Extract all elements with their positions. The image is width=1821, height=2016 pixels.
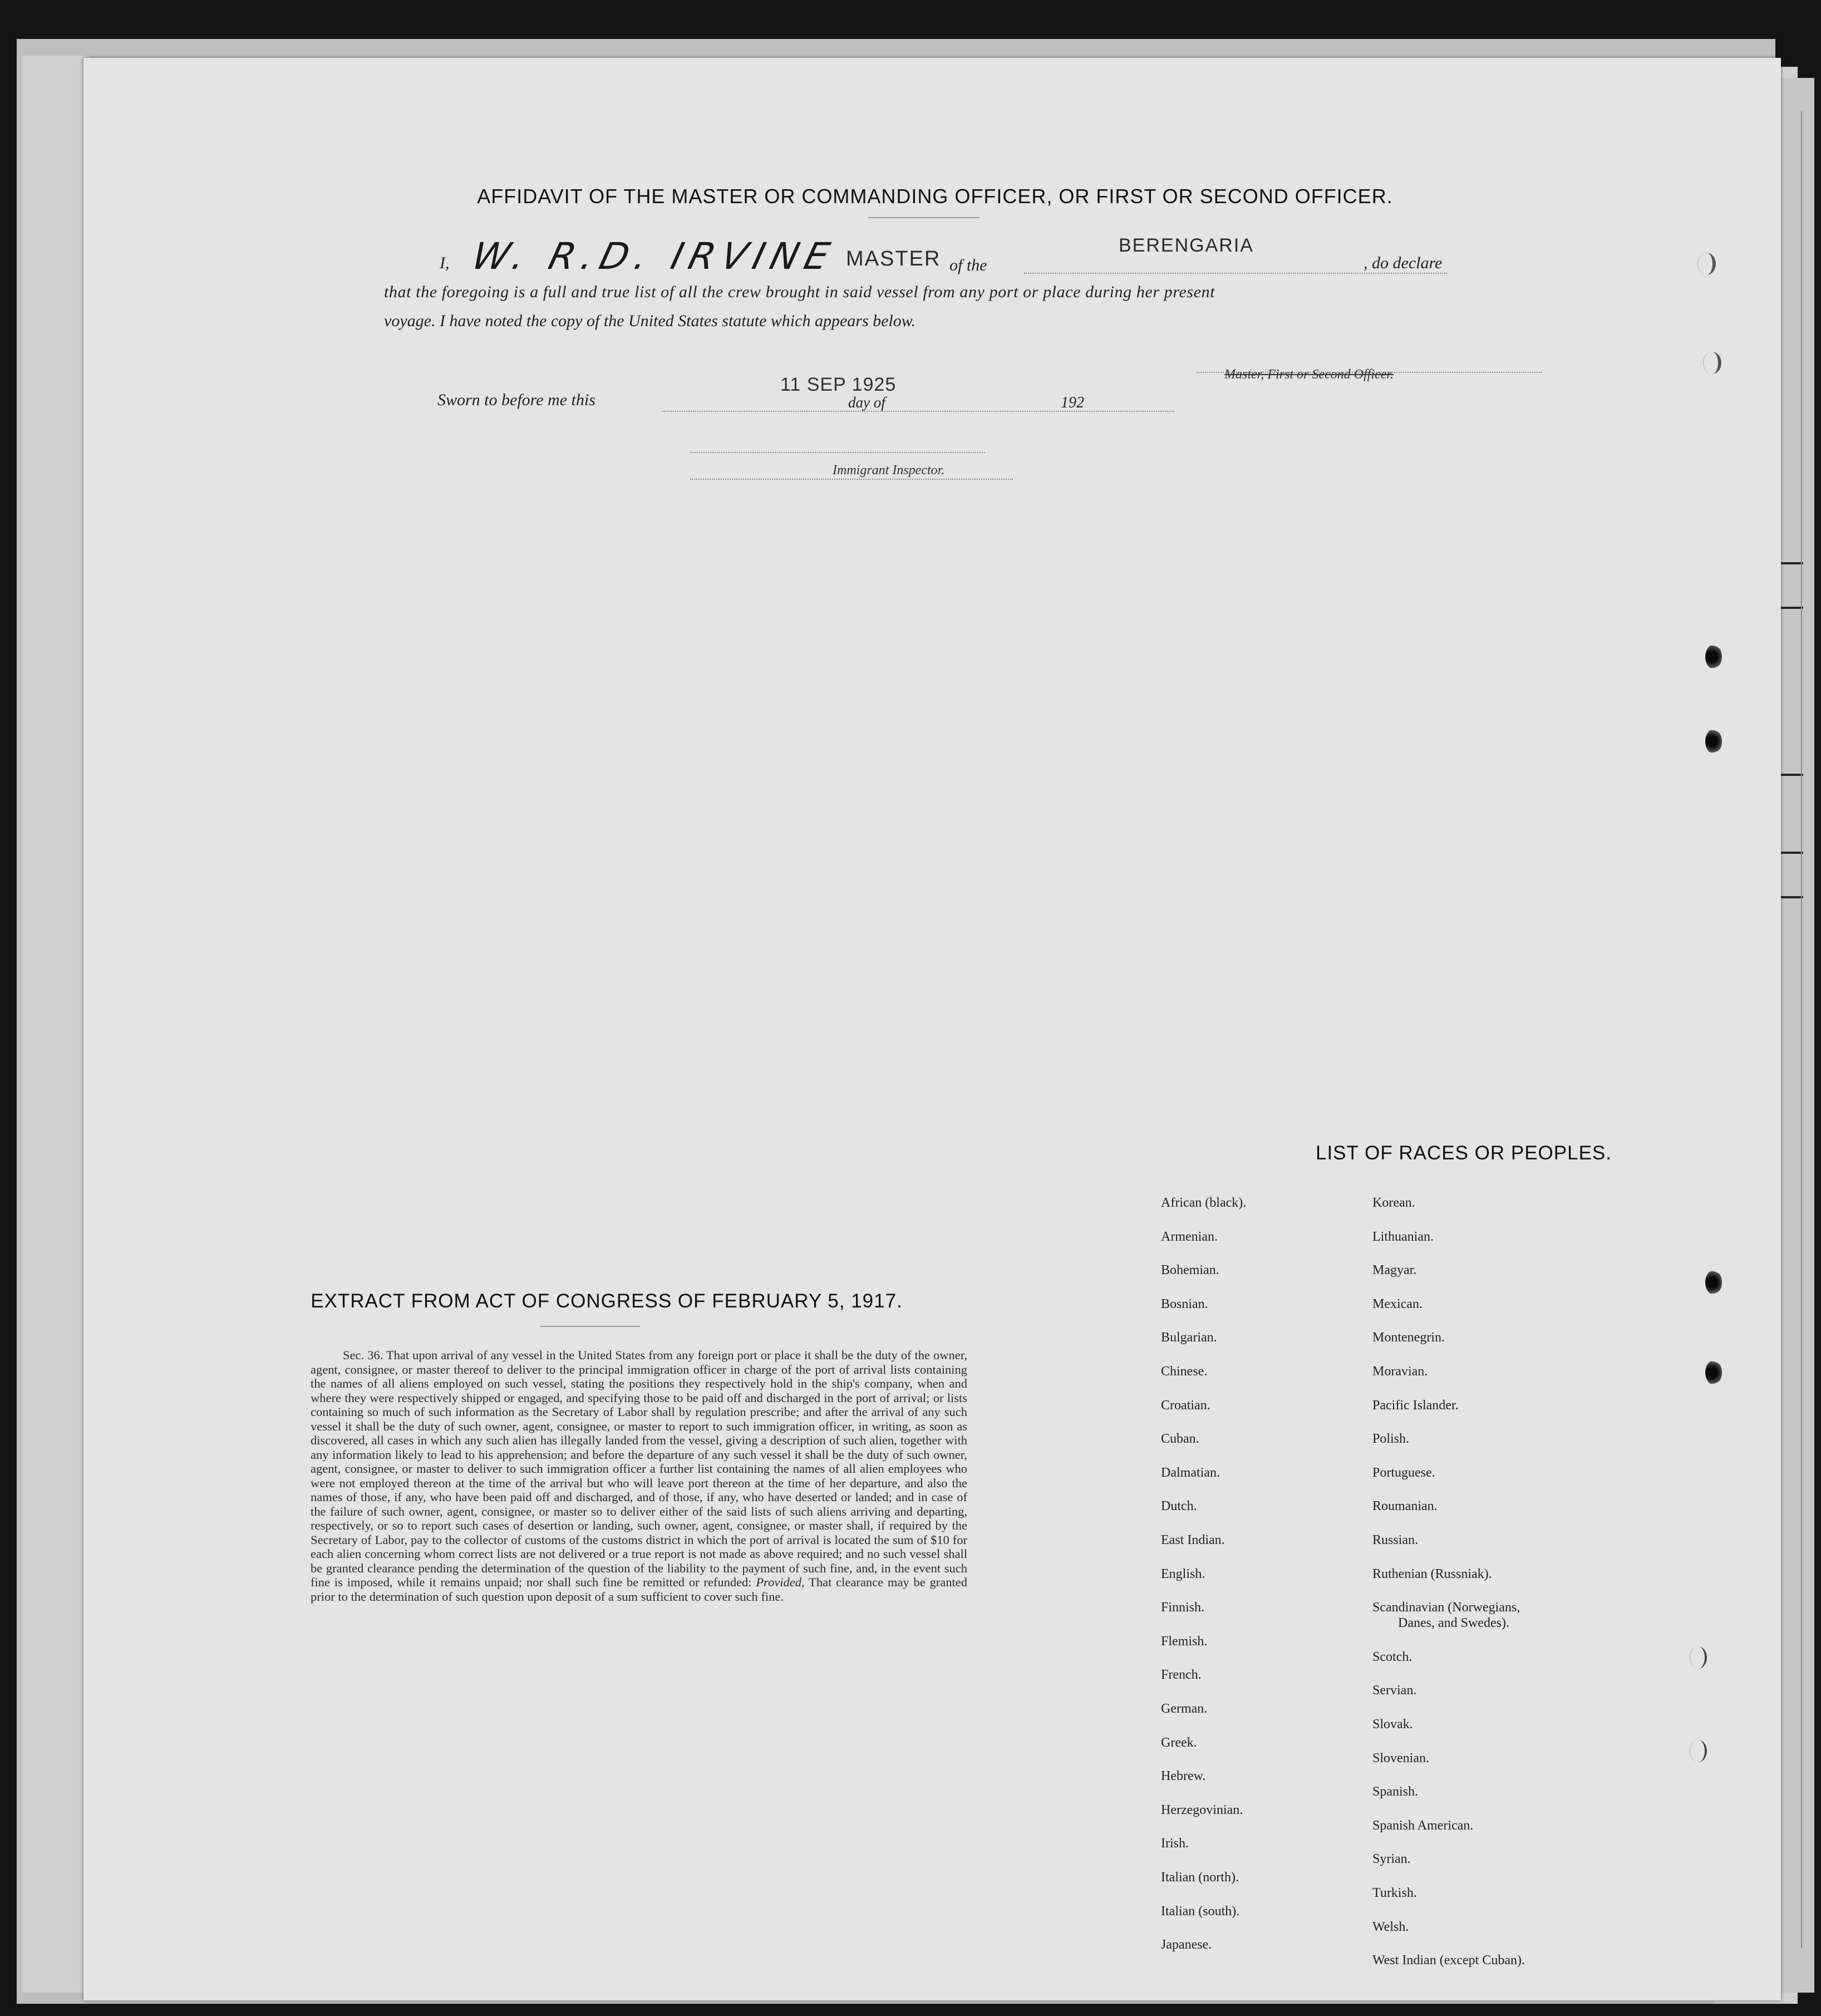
race-list-item: Moravian. xyxy=(1372,1364,1428,1379)
race-list-item: English. xyxy=(1161,1566,1205,1581)
race-list-item: Montenegrin. xyxy=(1372,1330,1445,1345)
sworn-date-line xyxy=(662,411,1174,412)
statute-text xyxy=(311,1348,967,1604)
binder-hole xyxy=(1705,729,1722,754)
race-list-item: African (black). xyxy=(1161,1196,1247,1210)
race-list-item: Scotch. xyxy=(1372,1649,1412,1664)
inspector-caption: Immigrant Inspector. xyxy=(833,463,945,478)
inspector-caption-line xyxy=(690,479,1013,480)
race-list-item: Slovenian. xyxy=(1372,1751,1429,1766)
race-list-item: Armenian. xyxy=(1161,1229,1218,1244)
edge-mark xyxy=(1781,774,1803,776)
race-list-item: French. xyxy=(1161,1668,1202,1683)
race-list-item: Cuban. xyxy=(1161,1432,1199,1447)
race-list-item: Bosnian. xyxy=(1161,1296,1208,1311)
provided-label: Provided, xyxy=(756,1575,805,1589)
statute-body-2: That clearance may be granted prior to the determination of such question upon deposit of a sum sufficient to cover such fine. xyxy=(311,1575,968,1604)
extract-divider xyxy=(540,1326,640,1327)
race-list-item: Korean. xyxy=(1372,1196,1415,1210)
signature-caption: Master, First or Second Officer. xyxy=(1224,367,1394,382)
race-list-item: Pacific Islander. xyxy=(1372,1398,1459,1413)
binder-hole xyxy=(1705,645,1722,669)
sworn-text: Sworn to before me this xyxy=(437,391,595,409)
race-list-item: German. xyxy=(1161,1702,1208,1716)
of-the-text: of the xyxy=(949,256,987,274)
race-list-item: Irish. xyxy=(1161,1836,1189,1851)
race-list-item: Scandinavian (Norwegians, xyxy=(1372,1600,1520,1615)
binder-hole-outline xyxy=(1690,1646,1707,1669)
edge-mark xyxy=(1781,852,1803,854)
race-list-item: Flemish. xyxy=(1161,1634,1208,1649)
race-list-item: Polish. xyxy=(1372,1432,1410,1447)
race-list-item: Italian (north). xyxy=(1161,1870,1239,1885)
race-list-item: Danes, and Swedes). xyxy=(1398,1616,1509,1631)
binder-hole xyxy=(1705,1360,1722,1385)
section-label: Sec. 36. xyxy=(343,1348,383,1362)
race-list-item: Servian. xyxy=(1372,1683,1417,1698)
edge-mark xyxy=(1781,607,1803,609)
race-list-item: Herzegovinian. xyxy=(1161,1802,1243,1817)
declaration-line-3: voyage. I have noted the copy of the United States statute which appears below. xyxy=(384,312,916,330)
race-list-item: Spanish American. xyxy=(1372,1818,1474,1833)
races-left-column xyxy=(1161,1196,1384,1964)
left-edge-sheet xyxy=(22,56,89,1993)
race-list-item: Italian (south). xyxy=(1161,1904,1240,1919)
statute-body-1: That upon arrival of any vessel in the United States from any foreign port or place it shall be the duty of the owner, agent, consignee, or master thereof to deliver to the principal immigration officer in charge of the port of arrival lists containing the names of all aliens employed on such vessel, stating the positions they respectively hold in the ship's company, when and where they were respectively shipped or engaged, and specifying those to be paid off and discharged in the port of arrival; or lists containing so much of such information as the Secretary of Labor shall by regulation prescribe; and after the arrival of any such vessel it shall be the duty of such owner, agent, consignee, or master to report to such immigration officer, in writing, as soon as discovered, all cases in which any such alien has illegally landed from the vessel, giving a description of such alien, together with any information likely to lead to his apprehension; and before the departure of any such vessel it shall be the duty of such owner, agent, consignee, or master to deliver to such immigration officer a further list containing the names of all alien employees who were not employed thereon at the time of the arrival but who will leave port thereon at the time of her departure, and also the names of those, if any, who have been paid off and discharged, and of those, if any, who have deserted or landed; and in case of the failure of such owner, agent, consignee, or master so to deliver either of the said lists of such aliens arriving and departing, respectively, or so to report such cases of desertion or landing, such owner, agent, consignee, or master shall, if required by the Secretary of Labor, pay to the collector of customs of the customs district in which the port of arrival is located the sum of $10 for each alien concerning whom correct lists are not delivered or a true report is not made as above required; and no such vessel shall be granted clearance pending the determination of the question of the liability to the payment of such fine, and, in the event such fine is imposed, while it remains unpaid; nor shall such fine be remitted or refunded: xyxy=(311,1348,968,1589)
vessel-name-line xyxy=(1024,273,1447,274)
edge-mark xyxy=(1781,562,1803,564)
race-list-item: Slovak. xyxy=(1372,1717,1413,1732)
handwritten-master-name: W. R.D. IRVINE xyxy=(467,235,841,278)
race-list-item: Mexican. xyxy=(1372,1296,1423,1311)
binder-hole-outline xyxy=(1703,352,1721,374)
race-list-item: West Indian (except Cuban). xyxy=(1372,1953,1525,1968)
race-list-item: Bulgarian. xyxy=(1161,1330,1217,1345)
race-list-item: Bohemian. xyxy=(1161,1263,1219,1278)
declaration-prefix: I, xyxy=(440,254,450,272)
edge-mark xyxy=(1781,896,1803,898)
race-list-item: Finnish. xyxy=(1161,1600,1205,1615)
race-list-item: Welsh. xyxy=(1372,1919,1409,1934)
extract-title: EXTRACT FROM ACT OF CONGRESS OF FEBRUARY 5, 1917. xyxy=(311,1290,903,1312)
inspector-signature-line xyxy=(690,452,985,453)
affidavit-title: AFFIDAVIT OF THE MASTER OR COMMANDING OFFICER, OR FIRST OR SECOND OFFICER. xyxy=(477,185,1393,208)
race-list-item: Syrian. xyxy=(1372,1852,1411,1867)
binder-hole xyxy=(1705,1270,1722,1295)
race-list-item: Portuguese. xyxy=(1372,1465,1435,1480)
race-list-item: Lithuanian. xyxy=(1372,1229,1434,1244)
sheet-edge-line xyxy=(1801,111,1802,1948)
race-list-item: Turkish. xyxy=(1372,1886,1417,1900)
race-list-item: Spanish. xyxy=(1372,1784,1419,1799)
race-list-item: Roumanian. xyxy=(1372,1499,1438,1514)
binder-hole-outline xyxy=(1697,253,1716,275)
race-list-item: East Indian. xyxy=(1161,1533,1225,1547)
declaration-line-2: that the foregoing is a full and true list of all the crew brought in said vessel from any port or place during her present xyxy=(384,283,1215,301)
race-list-item: Chinese. xyxy=(1161,1364,1208,1379)
race-list-item: Russian. xyxy=(1372,1533,1419,1547)
day-of-text: day of xyxy=(848,394,885,411)
race-list-item: Ruthenian (Russniak). xyxy=(1372,1566,1492,1581)
year-prefix: 192 xyxy=(1061,394,1084,411)
do-declare-text: , do declare xyxy=(1364,254,1443,272)
race-list-item: Japanese. xyxy=(1161,1938,1212,1953)
race-list-item: Greek. xyxy=(1161,1735,1197,1750)
binder-hole-outline xyxy=(1690,1740,1707,1762)
race-list-item: Dalmatian. xyxy=(1161,1465,1220,1480)
races-right-column xyxy=(1372,1196,1617,1968)
race-list-item: Hebrew. xyxy=(1161,1769,1206,1784)
date-stamp: 11 SEP 1925 xyxy=(780,374,897,395)
race-list-item: Dutch. xyxy=(1161,1499,1197,1514)
races-title: LIST OF RACES OR PEOPLES. xyxy=(1315,1142,1612,1164)
title-divider xyxy=(868,217,980,218)
race-list-item: Croatian. xyxy=(1161,1398,1210,1413)
vessel-name-stamp: BERENGARIA xyxy=(1119,235,1254,256)
rank-stamp: MASTER xyxy=(846,247,941,271)
document-page xyxy=(83,58,1781,2000)
race-list-item: Magyar. xyxy=(1372,1263,1417,1278)
